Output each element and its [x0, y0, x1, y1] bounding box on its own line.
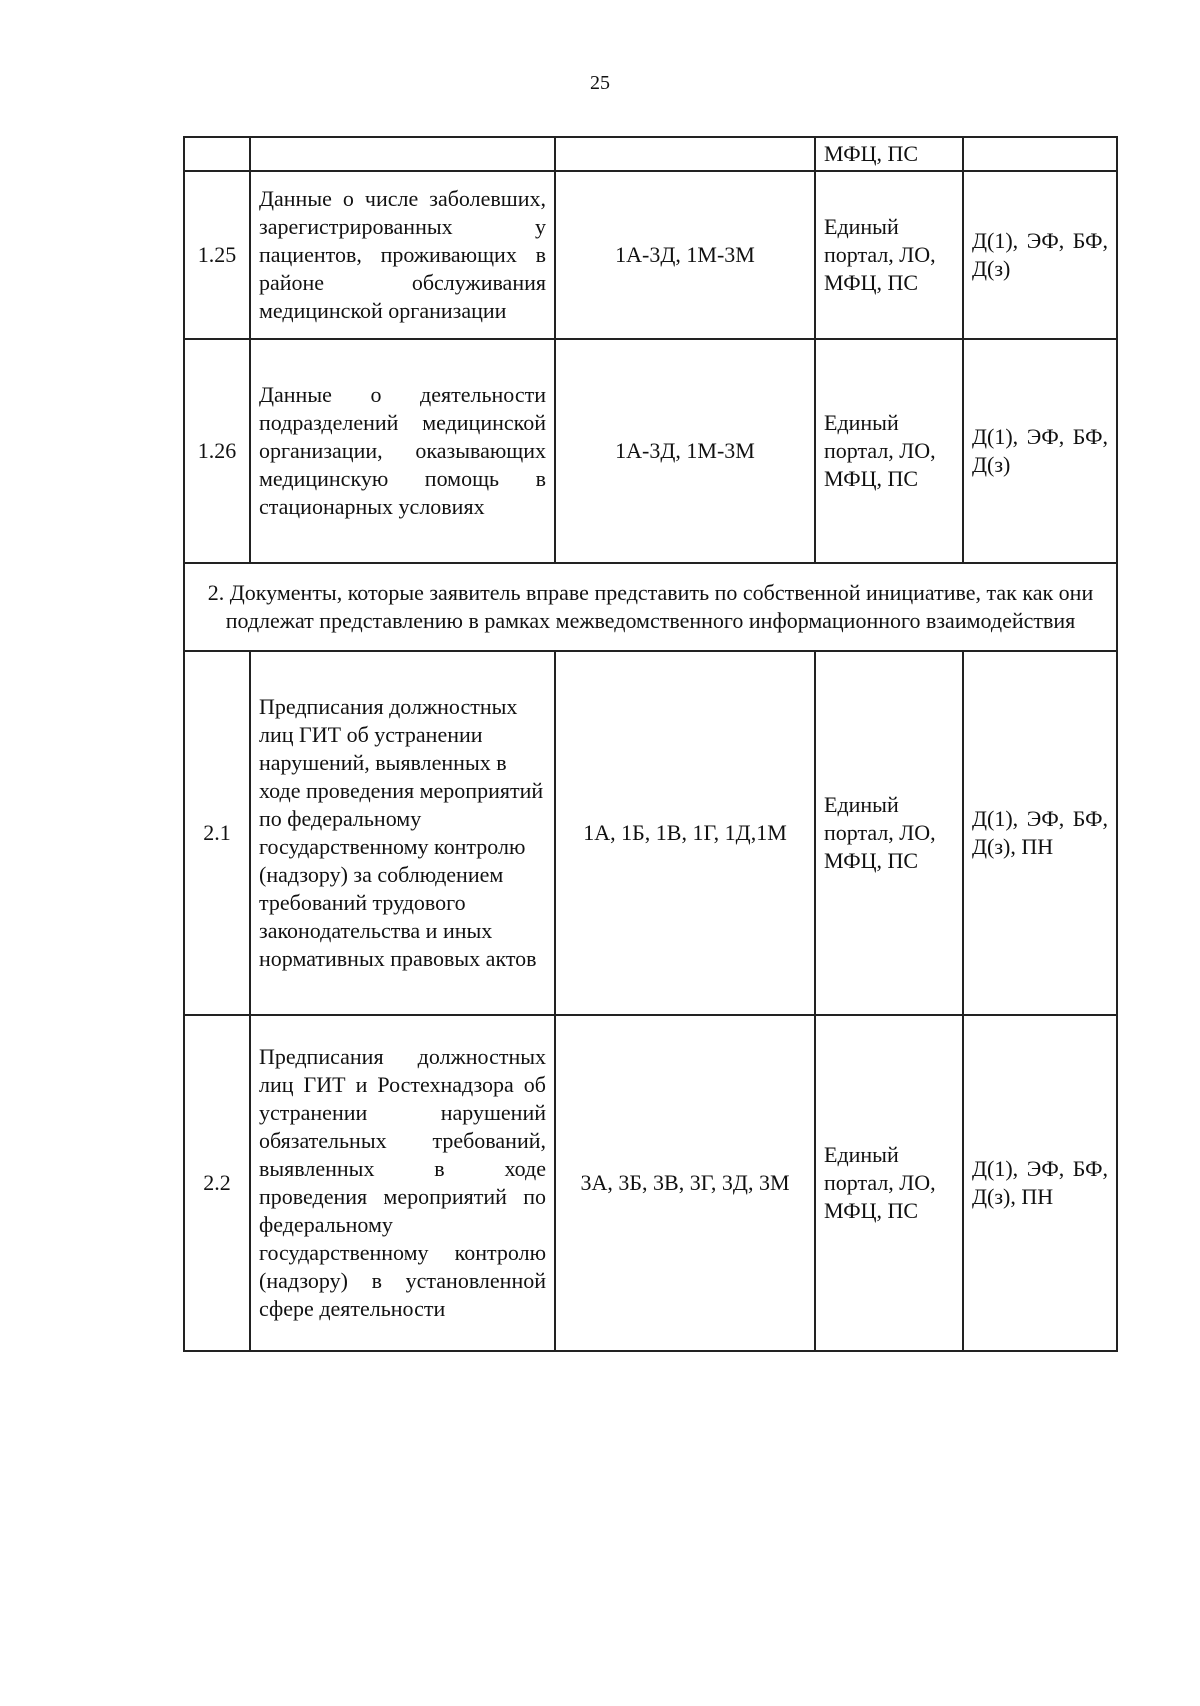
row-forms: Д(1), ЭФ, БФ, Д(з), ПН	[963, 651, 1117, 1015]
row-channels: Единый портал, ЛО, МФЦ, ПС	[815, 651, 963, 1015]
row-document-name: Предписания должностных лиц ГИТ и Ростехнадзора об устранении нарушений обязательных требований, выявленных в ходе проведения мероприятий по федеральному государственному контролю (надзору) в установленной сфере деятельности	[250, 1015, 555, 1351]
row-number: 2.2	[184, 1015, 250, 1351]
row-channels: Единый портал, ЛО, МФЦ, ПС	[815, 1015, 963, 1351]
documents-table	[183, 136, 1118, 1352]
row-document-name: Данные о деятельности подразделений медицинской организации, оказывающих медицинскую помощь в стационарных условиях	[250, 339, 555, 563]
row-document-name: Предписания должностных лиц ГИТ об устранении нарушений, выявленных в ходе проведения мероприятий по федеральному государственному контролю (надзору) за соблюдением требований трудового законодательства и иных нормативных правовых актов	[250, 651, 555, 1015]
section-2-title: 2. Документы, которые заявитель вправе представить по собственной инициативе, так как они подлежат представлению в рамках межведомственного информационного взаимодействия	[184, 563, 1117, 651]
row-codes: 1А-3Д, 1М-3М	[555, 171, 815, 339]
row-number: 2.1	[184, 651, 250, 1015]
table-row	[184, 1015, 1117, 1351]
cell-forms	[963, 137, 1117, 171]
row-forms: Д(1), ЭФ, БФ, Д(з)	[963, 171, 1117, 339]
row-number: 1.25	[184, 171, 250, 339]
row-channels: Единый портал, ЛО, МФЦ, ПС	[815, 171, 963, 339]
row-channels: Единый портал, ЛО, МФЦ, ПС	[815, 339, 963, 563]
section-header-row	[184, 563, 1117, 651]
table-row-continuation	[184, 137, 1117, 171]
table-row	[184, 339, 1117, 563]
row-codes: 1А, 1Б, 1В, 1Г, 1Д,1М	[555, 651, 815, 1015]
cell-channels: МФЦ, ПС	[815, 137, 963, 171]
row-forms: Д(1), ЭФ, БФ, Д(з), ПН	[963, 1015, 1117, 1351]
cell-num	[184, 137, 250, 171]
cell-name	[250, 137, 555, 171]
table-row	[184, 651, 1117, 1015]
row-codes: 3А, 3Б, 3В, 3Г, 3Д, 3М	[555, 1015, 815, 1351]
row-forms: Д(1), ЭФ, БФ, Д(з)	[963, 339, 1117, 563]
row-document-name: Данные о числе заболевших, зарегистрированных у пациентов, проживающих в районе обслуживания медицинской организации	[250, 171, 555, 339]
page-number: 25	[590, 72, 610, 94]
row-number: 1.26	[184, 339, 250, 563]
cell-codes	[555, 137, 815, 171]
row-codes: 1А-3Д, 1М-3М	[555, 339, 815, 563]
table-row	[184, 171, 1117, 339]
